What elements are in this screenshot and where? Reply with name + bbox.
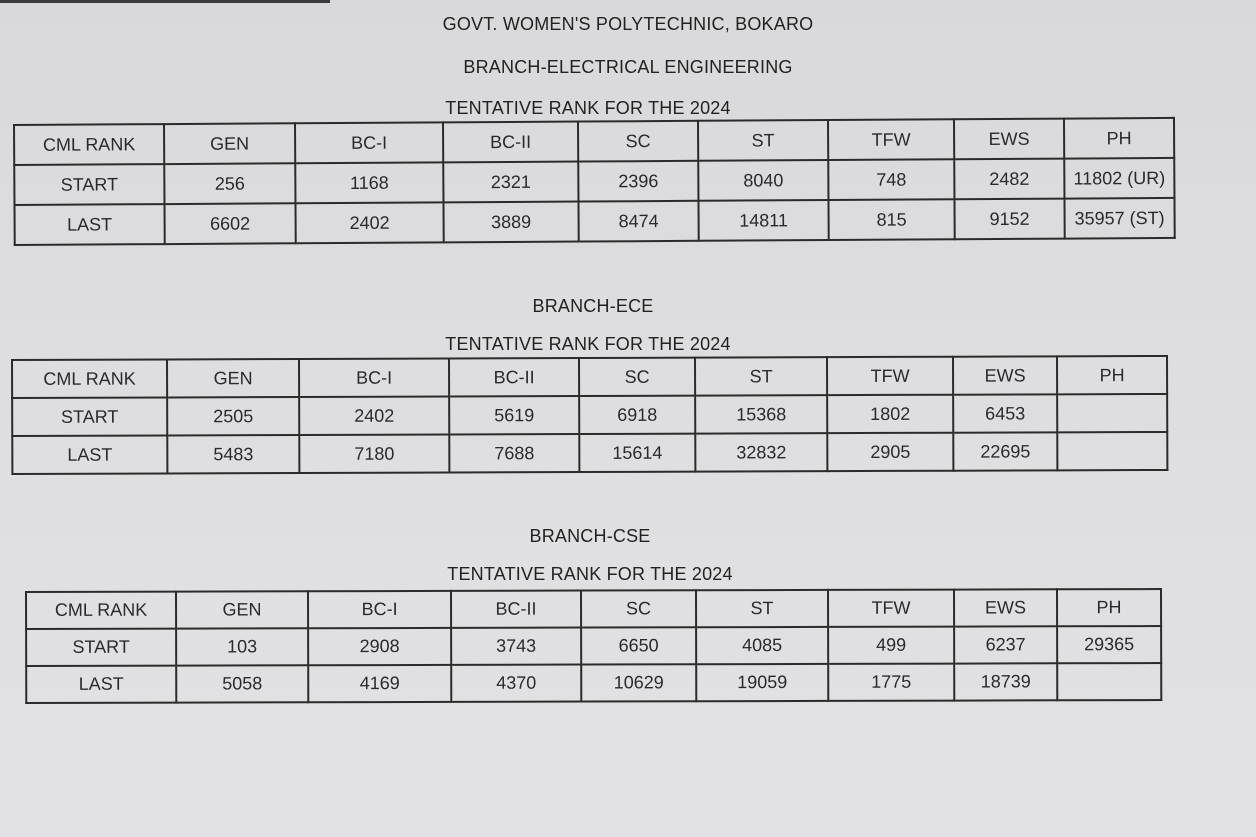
rank-table-ece (11, 355, 1168, 475)
column-header: EWS (954, 589, 1057, 626)
column-header: BC-I (295, 122, 443, 163)
column-header: ST (695, 357, 827, 395)
row-label: LAST (26, 666, 176, 703)
table-row (26, 626, 1161, 666)
row-label: LAST (14, 204, 164, 245)
table-cell: 103 (176, 628, 308, 665)
table-cell: 32832 (695, 433, 827, 471)
table-cell: 29365 (1057, 626, 1161, 663)
table-cell: 2908 (308, 628, 451, 665)
column-header: PH (1064, 118, 1174, 159)
table-cell: 5058 (176, 665, 308, 702)
subtitle-electrical: TENTATIVE RANK FOR THE 2024 (445, 98, 731, 118)
row-label: LAST (12, 435, 167, 474)
table-cell: 22695 (953, 432, 1057, 470)
table-cell: 2905 (827, 433, 953, 471)
table-cell: 5619 (449, 396, 579, 434)
table-cell: 8040 (698, 160, 828, 201)
branch-title-ece: BRANCH-ECE (532, 296, 654, 316)
table-cell: 2402 (295, 202, 443, 243)
column-header: CML RANK (26, 592, 176, 629)
column-header: EWS (954, 119, 1064, 160)
table-cell: 7180 (299, 434, 449, 473)
table-cell: 4085 (696, 627, 828, 664)
branch-title-cse: BRANCH-CSE (529, 526, 651, 546)
column-header: ST (698, 120, 828, 161)
rank-table-electrical (13, 117, 1176, 246)
table-cell: 1802 (827, 395, 953, 433)
row-label: START (26, 629, 176, 666)
table-row (14, 158, 1174, 205)
table-cell: 1775 (828, 664, 954, 701)
table-cell: 6650 (581, 627, 696, 664)
subtitle-ece: TENTATIVE RANK FOR THE 2024 (445, 334, 731, 354)
column-header: BC-II (449, 358, 579, 396)
table-cell: 9152 (954, 199, 1064, 240)
table-cell: 8474 (578, 201, 698, 242)
rank-table-cse (25, 588, 1162, 704)
table-cell: 748 (828, 159, 954, 200)
table-cell: 15368 (695, 395, 827, 433)
table-row (14, 198, 1174, 245)
table-cell: 2505 (167, 397, 299, 435)
table-cell: 18739 (954, 663, 1057, 700)
column-header: BC-I (299, 358, 449, 397)
table-cell: 2396 (578, 161, 698, 202)
table-cell: 4370 (451, 665, 581, 702)
table-cell: 3743 (451, 628, 581, 665)
paper-edge-shadow (0, 0, 330, 3)
table-header-row (26, 589, 1161, 629)
table-cell: 14811 (698, 200, 828, 241)
institute-title: GOVT. WOMEN'S POLYTECHNIC, BOKARO (442, 14, 814, 34)
column-header: EWS (953, 356, 1057, 394)
table-cell: 6918 (579, 396, 695, 434)
table-cell: 11802 (UR) (1064, 158, 1174, 199)
table-cell: 2321 (443, 162, 578, 203)
table-cell: 19059 (696, 664, 828, 701)
column-header: GEN (176, 591, 308, 628)
table-cell: 7688 (449, 434, 579, 472)
row-label: START (12, 397, 167, 436)
column-header: GEN (167, 359, 299, 397)
table-cell (1057, 663, 1161, 700)
column-header: BC-II (451, 591, 581, 628)
subtitle-cse: TENTATIVE RANK FOR THE 2024 (447, 564, 733, 584)
column-header: PH (1057, 589, 1161, 626)
table-cell: 256 (164, 163, 295, 204)
table-row (12, 394, 1167, 436)
table-cell: 6602 (164, 203, 295, 244)
table-cell: 4169 (308, 665, 451, 702)
column-header: TFW (827, 357, 953, 395)
table-cell: 2482 (954, 159, 1064, 200)
branch-title-electrical: BRANCH-ELECTRICAL ENGINEERING (463, 57, 793, 77)
column-header: CML RANK (14, 124, 164, 165)
table-cell: 6237 (954, 626, 1057, 663)
table-cell: 499 (828, 627, 954, 664)
column-header: CML RANK (12, 359, 167, 398)
table-cell: 1168 (295, 162, 443, 203)
table-cell (1057, 394, 1167, 432)
table-cell: 6453 (953, 394, 1057, 432)
column-header: SC (579, 358, 695, 396)
table-cell (1057, 432, 1167, 470)
column-header: SC (581, 590, 696, 627)
column-header: GEN (164, 123, 295, 164)
table-header-row (14, 118, 1174, 165)
table-cell: 815 (828, 199, 954, 240)
column-header: TFW (828, 119, 954, 160)
table-header-row (12, 356, 1167, 398)
table-cell: 35957 (ST) (1064, 198, 1174, 239)
column-header: PH (1057, 356, 1167, 394)
table-cell: 15614 (579, 434, 695, 472)
column-header: TFW (828, 590, 954, 627)
table-row (26, 663, 1161, 703)
column-header: BC-I (308, 591, 451, 628)
row-label: START (14, 164, 164, 205)
table-cell: 5483 (167, 435, 299, 473)
column-header: SC (578, 121, 698, 162)
table-row (12, 432, 1167, 474)
table-cell: 10629 (581, 664, 696, 701)
table-cell: 3889 (443, 202, 578, 243)
column-header: ST (696, 590, 828, 627)
table-cell: 2402 (299, 396, 449, 435)
column-header: BC-II (443, 122, 578, 163)
